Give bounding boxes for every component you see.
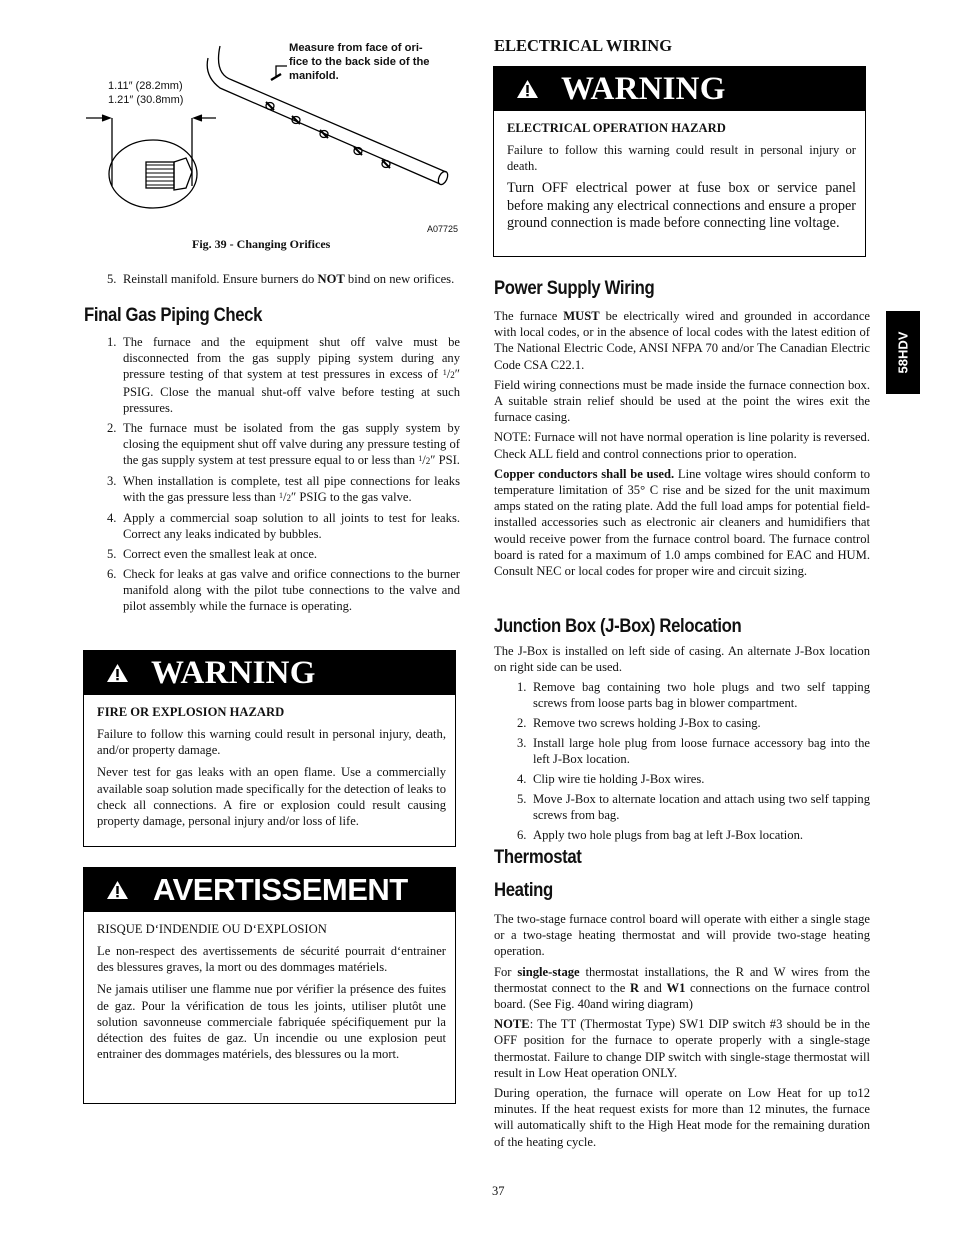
warning-banner [494,67,865,111]
list-item: 6. Apply two hole plugs from bag at left J-Box location. [517,828,804,843]
electrical-wiring-heading: ELECTRICAL WIRING [494,36,673,55]
side-tab-label: 58HDV [895,331,911,374]
manifold-step [84,271,460,287]
warning-triangle-icon [106,880,129,900]
jbox-steps [517,679,870,847]
heating-paragraph: During operation, the furnace will operate on Low Heat for up to12 minutes. If the heat request exists for more than 12 minutes, the furnace will automatically shift to the High Heat mode for the remaining duration of the heating cycle. [494,1086,870,1149]
list-item: 6. Check for leaks at gas valve and orifice connections to the burner manifold along with the pilot tube connections to the valve and pilot assembly while the furnace is operating. [107,567,460,614]
jbox-section [494,643,870,678]
warning-banner [84,651,455,695]
dimension-label-2: 1.21″ (30.8mm) [108,94,184,106]
avertissement-title: AVERTISSEMENT [153,872,408,907]
side-tab [886,311,920,394]
electrical-warning [493,66,866,257]
power-supply-section [494,308,870,579]
warning-text: Turn OFF electrical power at fuse box or service panel before making any electrical connections and ensure a proper ground connection is made before connecting line voltage. [507,180,856,231]
hazard-title: FIRE OR EXPLOSION HAZARD [97,705,285,719]
list-item: 1. The furnace and the equipment shut off valve must be disconnected from the gas supply piping system during any pressure testing of that system at test pressures in excess of $^1$/2″ PSIG. Close the manual shut-off valve before testing at such pressures. [107,335,460,415]
list-item: 3. Install large hole plug from loose furnace accessory bag into the left J-Box location. [517,735,870,767]
warning-triangle-icon [106,663,129,683]
page-number: 37 [492,1184,505,1198]
list-item: 5. Reinstall manifold. Ensure burners do NOT bind on new orifices. [107,272,455,286]
dimension-label-1: 1.11″ (28.2mm) [108,80,183,92]
list-item: 3. When installation is complete, test all pipe connections for leaks with the gas pressure less than $^1$/2″ PSIG to the gas valve. [107,474,460,505]
power-paragraph: NOTE: Furnace will not have normal operation is line polarity is reversed. Check ALL field and control connections prior to operation. [494,430,870,461]
left-column [84,271,460,291]
warning-title: WARNING [151,654,316,691]
list-item: 4. Apply a commercial soap solution to all joints to test for leaks. Correct any leaks indicated by bubbles. [107,511,460,542]
hazard-title: ELECTRICAL OPERATION HAZARD [507,121,726,135]
figure-caption: Fig. 39 - Changing Orifices [192,237,331,251]
warning-text: Le non-respect des avertissements de sécurité pourrait d‘entrainer des blessures graves, la mort ou des dommages matériels. [97,944,446,975]
fire-explosion-warning [83,650,456,847]
list-item: 2. The furnace must be isolated from the gas supply system by closing the equipment shut off valve during any pressure testing of the gas supply system at test pressure equal to or less than $^1$/2″ PSI. [107,420,460,468]
warning-title: WARNING [561,70,726,107]
power-paragraph: Copper conductors shall be used. Line voltage wires should conform to temperature limitation of 35° C rise and be sized for the unit maximum amps stated on the rating plate. Add the full load amps for potential field-installed accessories such as electronic air cleaners and humidifiers that would receive power from the furnace control board. The furnace control board is rated for a maximum of 1.0 amps combined for EAC and HUM. Consult NEC or local codes for proper wire and circuit sizing. [494,466,870,579]
thermostat-heading: Thermostat [494,847,582,868]
hazard-title: RISQUE D‘INDENDIE OU D‘EXPLOSION [97,922,327,936]
figure-code: A07725 [427,224,459,234]
avertissement-warning [83,867,456,1104]
figure-callout: Measure from face of ori- fice to the back side of the manifold. [289,42,430,82]
jbox-heading: Junction Box (J-Box) Relocation [494,616,742,637]
list-item: 2. Remove two screws holding J-Box to casing. [517,716,761,731]
list-item: 1. Remove bag containing two hole plugs and two self tapping screws from loose parts bag in blower compartment. [517,680,870,711]
warning-triangle-icon [516,79,539,99]
warning-text: Failure to follow this warning could result in personal injury or death. [507,143,856,174]
heating-heading: Heating [494,880,553,901]
list-item: 5. Move J-Box to alternate location and attach using two self tapping screws from bag. [517,791,870,823]
avertissement-banner [84,868,455,912]
list-item: 4. Clip wire tie holding J-Box wires. [517,772,705,787]
heating-section [494,911,870,1150]
final-gas-steps [107,334,460,618]
power-supply-heading: Power Supply Wiring [494,278,655,299]
jbox-intro: The J-Box is installed on left side of casing. An alternate J-Box location on right side can be used. [494,644,870,675]
final-gas-piping-heading: Final Gas Piping Check [84,305,263,326]
heating-paragraph: For single-stage thermostat installations, the R and W wires from the thermostat connect to the R and W1 connections on the furnace control board. (See Fig. 40and wiring diagram) [494,964,870,1012]
heating-paragraph: The two-stage furnace control board will operate with either a single stage or a two-stage heating thermostat and will provide two-stage heating operation. [494,912,870,959]
warning-text: Ne jamais utiliser une flamme nue por vérifier la présence des fuites de gaz. Pour la vérification de tous les joints, utiliser plutôt une solution savonneuse commerciale fabriquée spécifiquement pur la détection des fuites de gaz. Un incendie ou une explosion peut entrainer des dommages matériels, des blessures ou la mort. [97,982,446,1062]
power-paragraph: The furnace MUST be electrically wired and grounded in accordance with local codes, or in the absence of local codes with the latest edition of The National Electric Code, ANSI NFPA 70 and/or The Canadian Electric Code CSA C22.1. [494,309,870,372]
warning-text: Failure to follow this warning could result in personal injury, death, and/or property damage. [97,727,446,758]
warning-text: Never test for gas leaks with an open flame. Use a commercially available soap solution made specifically for the detection of leaks to check all connections. A fire or explosion could result causing property damage, personal injury and/or loss of life. [97,765,446,829]
heating-paragraph: NOTE: The TT (Thermostat Type) SW1 DIP switch #3 should be in the OFF position for the furnace to operate properly with a single-stage thermostat. Failure to change DIP switch with single-stage thermostat will result in Low Heat operation ONLY. [494,1017,870,1080]
power-paragraph: Field wiring connections must be made inside the furnace connection box. A suitable strain relief should be used at the point the wires exit the furnace casing. [494,377,870,425]
list-item: 5. Correct even the smallest leak at once. [107,547,318,562]
